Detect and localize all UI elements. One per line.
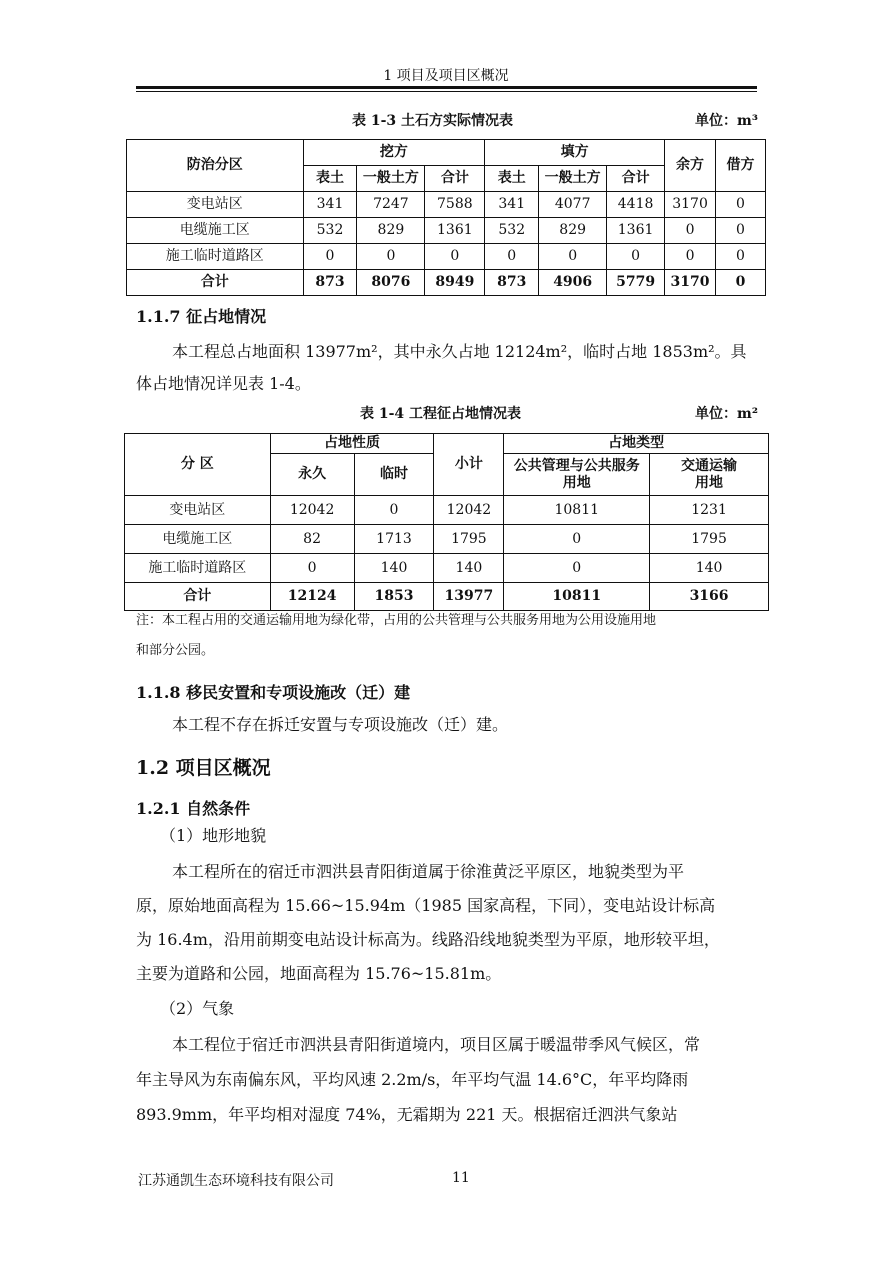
section-1-2-1-heading: 1.2.1 自然条件 <box>136 799 251 818</box>
cell: 0 <box>665 218 716 244</box>
cell: 140 <box>650 554 769 583</box>
cell: 82 <box>270 525 354 554</box>
cell: 4906 <box>539 270 607 296</box>
terrain-para-line3: 为 16.4m，沿用前期变电站设计标高为。线路沿线地貌类型为平原，地形较平坦， <box>136 930 720 949</box>
header-borrow: 借方 <box>716 140 766 192</box>
cell: 0 <box>357 244 425 270</box>
cell: 5779 <box>607 270 665 296</box>
cell: 873 <box>485 270 539 296</box>
cell: 3166 <box>650 583 769 611</box>
cell: 12042 <box>270 496 354 525</box>
table-row <box>125 496 769 525</box>
header-zone: 分 区 <box>125 434 271 496</box>
climate-para-line3: 893.9mm，年平均相对湿度 74%，无霜期为 221 天。根据宿迁泗洪气象站 <box>136 1105 678 1124</box>
cell: 0 <box>504 525 650 554</box>
table-1-4-caption: 表 1-4 工程征占地情况表 <box>360 406 522 422</box>
table-total-row <box>127 270 766 296</box>
cell: 1231 <box>650 496 769 525</box>
cell: 1795 <box>434 525 504 554</box>
cell: 0 <box>354 496 434 525</box>
table-note-line1: 注：本工程占用的交通运输用地为绿化带，占用的公共管理与公共服务用地为公用设施用地 <box>136 613 657 628</box>
cell: 电缆施工区 <box>125 525 271 554</box>
cell: 532 <box>303 218 357 244</box>
cell: 873 <box>303 270 357 296</box>
subsection-climate-title: （2）气象 <box>160 999 235 1018</box>
sub-header-permanent: 永久 <box>270 454 354 496</box>
header-cut: 挖方 <box>303 140 485 166</box>
cell: 140 <box>354 554 434 583</box>
cell: 施工临时道路区 <box>125 554 271 583</box>
page-number: 11 <box>452 1170 470 1186</box>
cell: 4077 <box>539 192 607 218</box>
table-row <box>127 192 766 218</box>
header-rule-thick <box>136 86 757 89</box>
cell: 10811 <box>504 496 650 525</box>
sub-header: 合计 <box>607 166 665 192</box>
section-1-1-7-para-line1: 本工程总占地面积 13977m²，其中永久占地 12124m²，临时占地 1853m²。具 <box>172 342 747 361</box>
header-fill: 填方 <box>485 140 665 166</box>
cell: 7588 <box>425 192 485 218</box>
table-1-3-unit: 单位：m³ <box>695 113 758 129</box>
table-row <box>125 525 769 554</box>
cell: 7247 <box>357 192 425 218</box>
cell: 合计 <box>125 583 271 611</box>
cell: 变电站区 <box>125 496 271 525</box>
cell: 140 <box>434 554 504 583</box>
sub-header-traffic-land: 交通运输用地 <box>650 454 769 496</box>
header-rule-thin <box>136 91 757 92</box>
sub-header-public-land: 公共管理与公共服务用地 <box>504 454 650 496</box>
cell: 0 <box>504 554 650 583</box>
header-zone: 防治分区 <box>127 140 304 192</box>
running-header: 1 项目及项目区概况 <box>383 68 509 84</box>
cell: 829 <box>357 218 425 244</box>
cell: 0 <box>716 218 766 244</box>
cell: 532 <box>485 218 539 244</box>
sub-header: 一般土方 <box>539 166 607 192</box>
cell: 变电站区 <box>127 192 304 218</box>
cell: 12042 <box>434 496 504 525</box>
header-land-type: 占地类型 <box>504 434 769 454</box>
cell: 0 <box>716 244 766 270</box>
sub-header: 表土 <box>485 166 539 192</box>
terrain-para-line4: 主要为道路和公园，地面高程为 15.76~15.81m。 <box>136 964 502 983</box>
cell: 1853 <box>354 583 434 611</box>
section-1-2-heading: 1.2 项目区概况 <box>136 757 271 779</box>
header-subtotal: 小计 <box>434 434 504 496</box>
table-note-line2: 和部分公园。 <box>136 643 215 658</box>
cell: 电缆施工区 <box>127 218 304 244</box>
land-occupation-table <box>124 433 769 611</box>
section-1-1-7-heading: 1.1.7 征占地情况 <box>136 307 267 326</box>
cell: 13977 <box>434 583 504 611</box>
header-surplus: 余方 <box>665 140 716 192</box>
header-land-nature: 占地性质 <box>270 434 434 454</box>
cell: 8076 <box>357 270 425 296</box>
cell: 0 <box>716 192 766 218</box>
cell: 8949 <box>425 270 485 296</box>
cell: 829 <box>539 218 607 244</box>
cell: 4418 <box>607 192 665 218</box>
cell: 1713 <box>354 525 434 554</box>
table-row <box>125 554 769 583</box>
cell: 0 <box>485 244 539 270</box>
cell: 0 <box>425 244 485 270</box>
earthwork-table <box>126 139 766 296</box>
climate-para-line2: 年主导风为东南偏东风，平均风速 2.2m/s，年平均气温 14.6°C，年平均降雨 <box>136 1070 689 1089</box>
cell: 341 <box>485 192 539 218</box>
cell: 341 <box>303 192 357 218</box>
cell: 1361 <box>607 218 665 244</box>
footer-company: 江苏通凯生态环境科技有限公司 <box>138 1173 334 1189</box>
cell: 1361 <box>425 218 485 244</box>
table-row <box>127 218 766 244</box>
cell: 合计 <box>127 270 304 296</box>
terrain-para-line2: 原，原始地面高程为 15.66~15.94m（1985 国家高程，下同），变电站设计标高 <box>136 896 716 915</box>
climate-para-line1: 本工程位于宿迁市泗洪县青阳街道境内，项目区属于暖温带季风气候区，常 <box>172 1035 701 1054</box>
section-1-1-8-para: 本工程不存在拆迁安置与专项设施改（迁）建。 <box>172 715 509 734</box>
section-1-1-7-para-line2: 体占地情况详见表 1-4。 <box>136 374 311 393</box>
sub-header: 一般土方 <box>357 166 425 192</box>
sub-header-temporary: 临时 <box>354 454 434 496</box>
table-row <box>127 244 766 270</box>
subsection-terrain-title: （1）地形地貌 <box>160 826 267 845</box>
cell: 0 <box>270 554 354 583</box>
cell: 1795 <box>650 525 769 554</box>
table-1-4-unit: 单位：m² <box>695 406 758 422</box>
cell: 10811 <box>504 583 650 611</box>
cell: 0 <box>539 244 607 270</box>
cell: 3170 <box>665 192 716 218</box>
terrain-para-line1: 本工程所在的宿迁市泗洪县青阳街道属于徐淮黄泛平原区，地貌类型为平 <box>172 862 685 881</box>
cell: 0 <box>303 244 357 270</box>
cell: 0 <box>607 244 665 270</box>
sub-header: 表土 <box>303 166 357 192</box>
cell: 施工临时道路区 <box>127 244 304 270</box>
cell: 12124 <box>270 583 354 611</box>
sub-header: 合计 <box>425 166 485 192</box>
table-1-3-caption: 表 1-3 土石方实际情况表 <box>352 113 514 129</box>
section-1-1-8-heading: 1.1.8 移民安置和专项设施改（迁）建 <box>136 683 411 702</box>
cell: 0 <box>716 270 766 296</box>
cell: 3170 <box>665 270 716 296</box>
cell: 0 <box>665 244 716 270</box>
